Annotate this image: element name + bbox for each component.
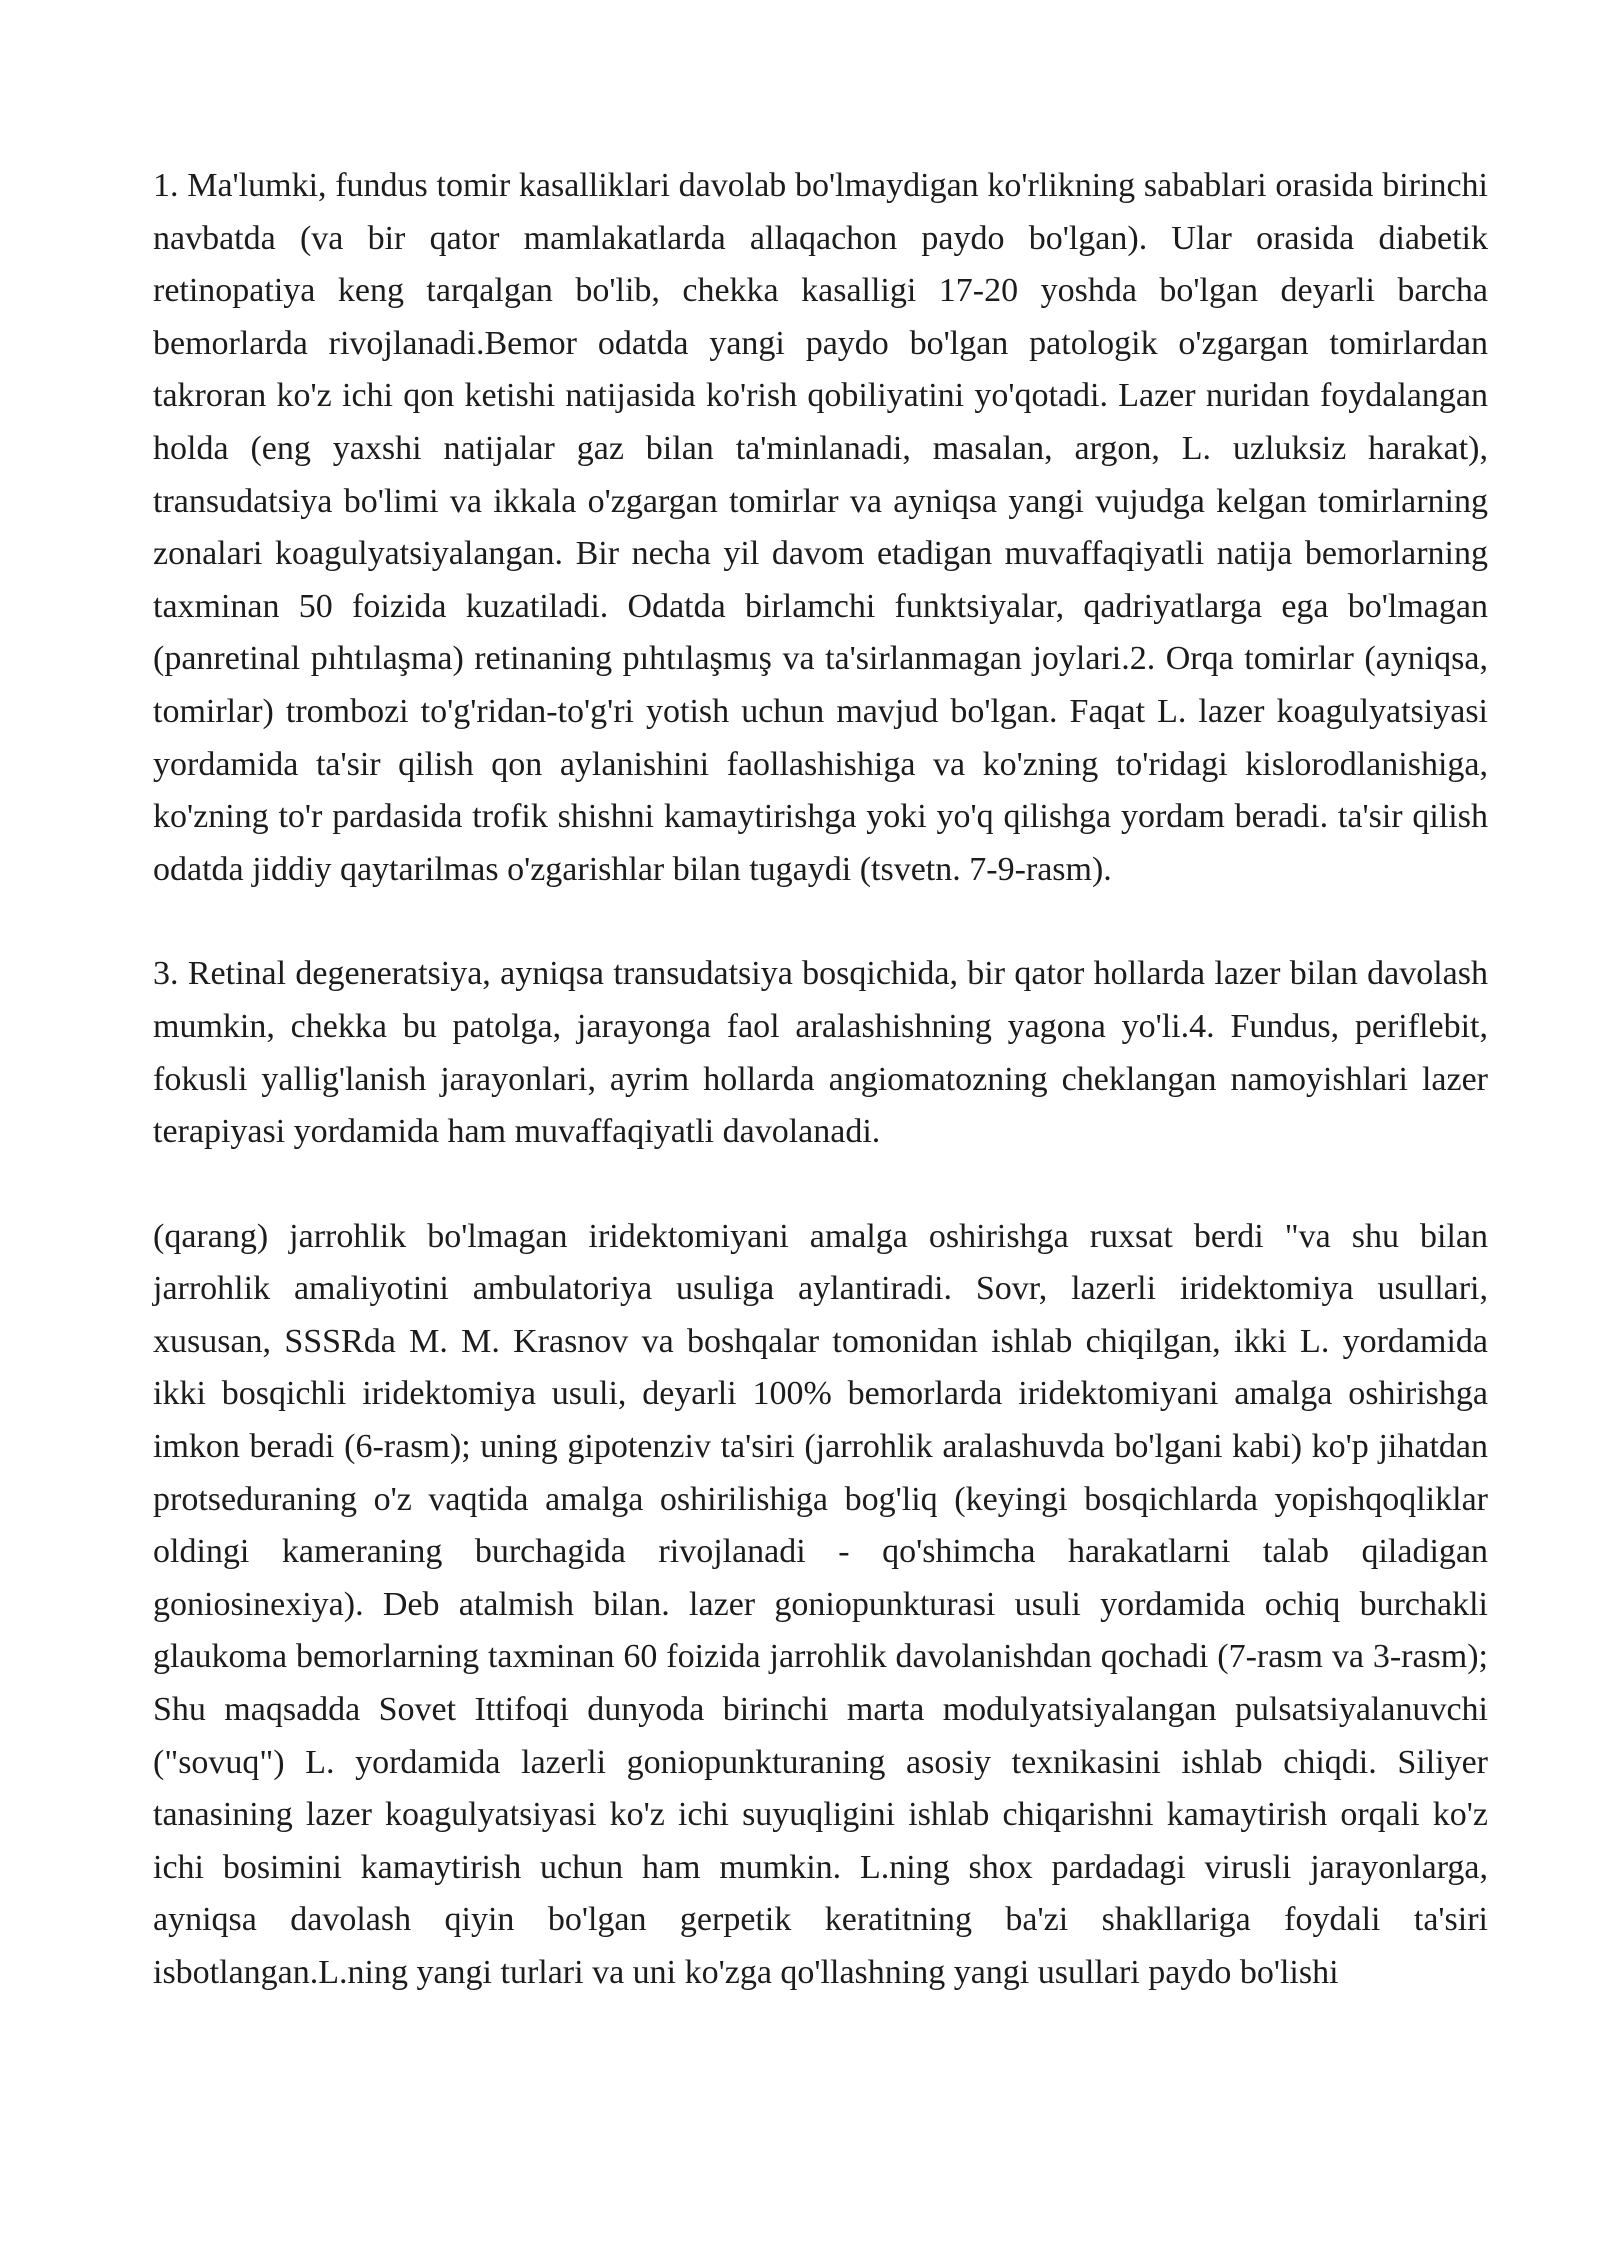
paragraph-3: (qarang) jarrohlik bo'lmagan iridektomiyani amalga oshirishga ruxsat berdi "va shu bilan jarrohlik amaliyotini ambulatoriya usuliga aylantiradi. Sovr, lazerli iridektomiya usullari, xususan, SSSRda M. M. Krasnov va boshqalar tomonidan ishlab chiqilgan, ikki L. yordamida ikki bosqichli iridektomiya usuli, deyarli 100% bemorlarda iridektomiyani amalga oshirishga imkon beradi (6-rasm); uning gipotenziv ta'siri (jarrohlik aralashuvda bo'lgani kabi) ko'p jihatdan protseduraning o'z vaqtida amalga oshirilishiga bog'liq (keyingi bosqichlarda yopishqoqliklar oldingi kameraning burchagida rivojlanadi - qo'shimcha harakatlarni talab qiladigan goniosinexiya). Deb atalmish bilan. lazer goniopunkturasi usuli yordamida ochiq burchakli glaukoma bemorlarning taxminan 60 foizida jarrohlik davolanishdan qochadi (7-rasm va 3-rasm); Shu maqsadda Sovet Ittifoqi dunyoda birinchi marta modulyatsiyalangan pulsatsiyalanuvchi ("sovuq") L. yordamida lazerli goniopunkturaning asosiy texnikasini ishlab chiqdi. Siliyer tanasining lazer koagulyatsiyasi ko'z ichi suyuqligini ishlab chiqarishni kamaytirish orqali ko'z ichi bosimini kamaytirish uchun ham mumkin. L.ning shox pardadagi virusli jarayonlarga, ayniqsa davolash qiyin bo'lgan gerpetik keratitning ba'zi shakllariga foydali ta'siri isbotlangan.L.ning yangi turlari va uni ko'zga qo'llashning yangi usullari paydo bo'lishi bbox=[153, 1217, 1488, 1991]
document-body bbox=[153, 160, 1488, 2000]
paragraph-1: 1. Ma'lumki, fundus tomir kasalliklari davolab bo'lmaydigan ko'rlikning sabablari orasida birinchi navbatda (va bir qator mamlakatlarda allaqachon paydo bo'lgan). Ular orasida diabetik retinopatiya keng tarqalgan bo'lib, chekka kasalligi 17-20 yoshda bo'lgan deyarli barcha bemorlarda rivojlanadi.Bemor odatda yangi paydo bo'lgan patologik o'zgargan tomirlardan takroran ko'z ichi qon ketishi natijasida ko'rish qobiliyatini yo'qotadi. Lazer nuridan foydalangan holda (eng yaxshi natijalar gaz bilan ta'minlanadi, masalan, argon, L. uzluksiz harakat), transudatsiya bo'limi va ikkala o'zgargan tomirlar va ayniqsa yangi vujudga kelgan tomirlarning zonalari koagulyatsiyalangan. Bir necha yil davom etadigan muvaffaqiyatli natija bemorlarning taxminan 50 foizida kuzatiladi. Odatda birlamchi funktsiyalar, qadriyatlarga ega bo'lmagan (panretinal pıhtılaşma) retinaning pıhtılaşmış va ta'sirlanmagan joylari.2. Orqa tomirlar (ayniqsa, tomirlar) trombozi to'g'ridan-to'g'ri yotish uchun mavjud bo'lgan. Faqat L. lazer koagulyatsiyasi yordamida ta'sir qilish qon aylanishini faollashishiga va ko'zning to'ridagi kislorodlanishiga, ko'zning to'r pardasida trofik shishni kamaytirishga yoki yo'q qilishga yordam beradi. ta'sir qilish odatda jiddiy qaytarilmas o'zgarishlar bilan tugaydi (tsvetn. 7-9-rasm). bbox=[153, 167, 1488, 888]
paragraph-2: 3. Retinal degeneratsiya, ayniqsa transudatsiya bosqichida, bir qator hollarda lazer bilan davolash mumkin, chekka bu patolga, jarayonga faol aralashishning yagona yo'li.4. Fundus, periflebit, fokusli yallig'lanish jarayonlari, ayrim hollarda angiomatozning cheklangan namoyishlari lazer terapiyasi yordamida ham muvaffaqiyatli davolanadi. bbox=[153, 955, 1488, 1151]
